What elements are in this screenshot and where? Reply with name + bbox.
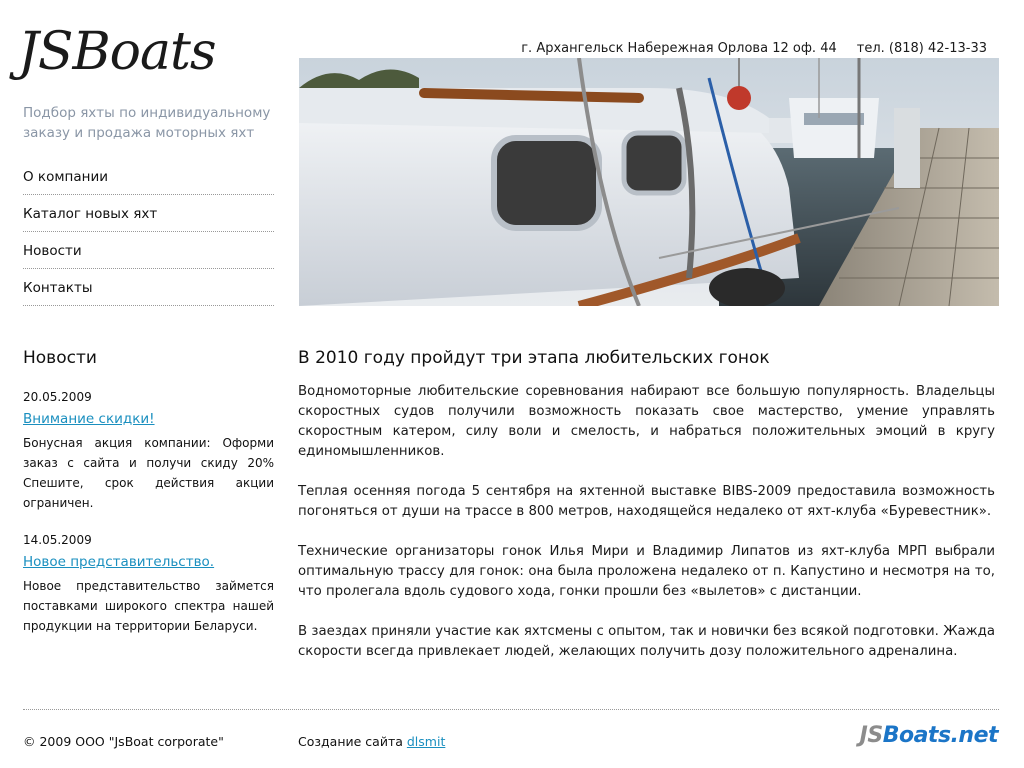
sidebar-news-title: Новости: [23, 348, 97, 368]
made-by-link[interactable]: dlsmit: [406, 734, 446, 749]
nav-item-catalog[interactable]: Каталог новых яхт: [23, 195, 274, 232]
footer-made-by: [298, 734, 445, 749]
news-link-discount[interactable]: Внимание скидки!: [23, 411, 155, 427]
article-title: В 2010 году пройдут три этапа любительских гонок: [298, 348, 770, 368]
article-paragraph: Водномоторные любительские соревнования набирают все большую популярность. Владельцы скоростных судов получили возможность показать свое мастерство, умение управлять скоростным катером, силу воли и смелость, и набраться положительных эмоций в кругу единомышленников.: [298, 384, 995, 459]
nav-item-contacts[interactable]: Контакты: [23, 269, 274, 306]
header-contacts: [521, 41, 987, 56]
made-by-label: Создание сайта: [298, 734, 403, 749]
news-text: Новое представительство займется поставками широкого спектра нашей продукции на территории Беларуси.: [23, 579, 274, 633]
news-text: Бонусная акция компании: Оформи заказ с сайта и получи скиду 20% Спешите, срок действия акции ограничен.: [23, 436, 274, 510]
main-article: [298, 348, 995, 682]
main-nav: [23, 158, 274, 306]
article-paragraph: Теплая осенняя погода 5 сентября на яхтенной выставке BIBS-2009 предоставила возможность погоняться от души на трассе в 800 метров, находящейся недалеко от яхт-клуба «Буревестник».: [298, 484, 995, 519]
hero-photo: [299, 58, 999, 306]
site-tagline: Подбор яхты по индивидуальному заказу и продажа моторных яхт: [23, 105, 271, 141]
footer-copyright: © 2009 ООО "JsBoat corporate": [23, 734, 224, 749]
site-logo[interactable]: JSBoats: [18, 22, 216, 82]
yacht-marina-photo: [299, 58, 999, 306]
footer-divider: [23, 709, 999, 710]
header-phone: тел. (818) 42-13-33: [856, 41, 987, 56]
footer-logo-js: JS: [859, 723, 883, 748]
news-date: 14.05.2009: [23, 533, 92, 547]
article-paragraph: В заездах приняли участие как яхтсмены с опытом, так и новички без всякой подготовки. Жажда скорости всегда привлекает людей, желающих получить дозу положительного адреналина.: [298, 624, 995, 659]
footer-logo-boats: Boats.net: [882, 723, 998, 748]
news-date: 20.05.2009: [23, 390, 92, 404]
sidebar-news: [23, 348, 274, 656]
nav-item-about[interactable]: О компании: [23, 158, 274, 195]
article-paragraph: Технические организаторы гонок Илья Мири и Владимир Липатов из яхт-клуба МРП выбрали оптимальную трассу для гонок: она была проложена недалеко от п. Капустино и несмотря на то, что пролегала вдоль судового хода, гонки прошли без «вылетов» с дистанции.: [298, 544, 995, 599]
header-address: г. Архангельск Набережная Орлова 12 оф. 44: [521, 41, 837, 56]
news-link-new-office[interactable]: Новое представительство.: [23, 554, 215, 570]
nav-item-news[interactable]: Новости: [23, 232, 274, 269]
footer-logo[interactable]: [860, 723, 998, 748]
